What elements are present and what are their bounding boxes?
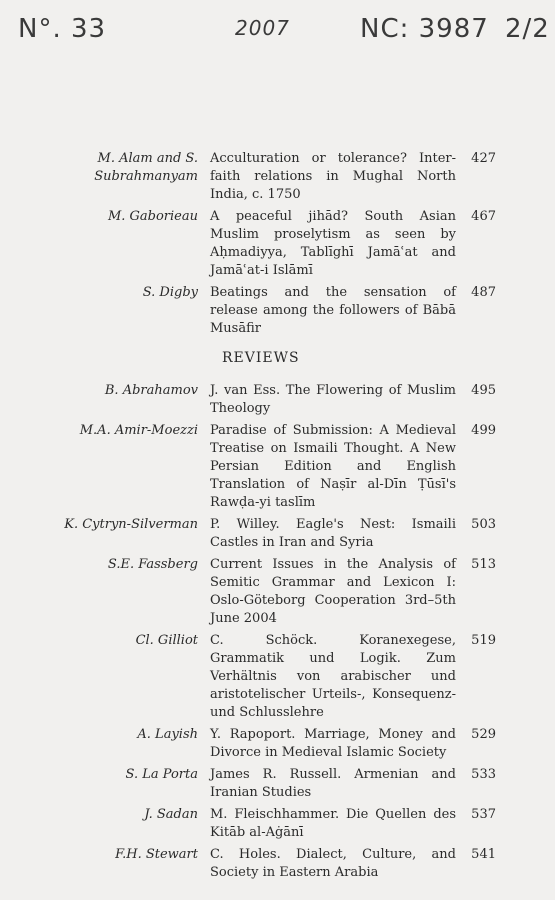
entry-author: Cl. Gilliot (135, 633, 198, 648)
entry-page-number: 499 (471, 423, 496, 438)
article-entry (0, 208, 555, 280)
entry-author: S. La Porta (125, 767, 198, 782)
handwritten-fraction: 2/2 (505, 14, 550, 44)
entry-page-number: 519 (471, 633, 496, 648)
entry-page-number: 487 (471, 285, 496, 300)
entry-title: C. Schöck. Koranexegese, Grammatik und Logik. Zum Verhältnis von arabischer und aristotelischer Urteils-, Konsequenz- und Schlusslehre (210, 633, 456, 720)
entry-title: Beatings and the sensation of release among the followers of Bābā Musāfir (210, 285, 456, 336)
entry-page-number: 529 (471, 727, 496, 742)
entry-page-number: 541 (471, 847, 496, 862)
article-entry (0, 284, 555, 338)
entry-title: Acculturation or tolerance? Inter-faith relations in Mughal North India, c. 1750 (210, 151, 456, 202)
entry-author: A. Layish (137, 727, 198, 742)
handwritten-catalog-number: NC: 3987 (360, 14, 489, 44)
review-entry (0, 726, 555, 762)
entry-page-number: 467 (471, 209, 496, 224)
entry-author: M. Gaborieau (107, 209, 198, 224)
review-entry (0, 556, 555, 628)
review-entry (0, 806, 555, 842)
entry-title: J. van Ess. The Flowering of Muslim Theology (210, 383, 456, 416)
articles-list (0, 150, 555, 338)
reviews-heading: REVIEWS (222, 350, 300, 366)
entry-page-number: 495 (471, 383, 496, 398)
entry-author: F.H. Stewart (115, 847, 198, 862)
review-entry (0, 516, 555, 552)
review-entry (0, 422, 555, 512)
entry-title: C. Holes. Dialect, Culture, and Society in Eastern Arabia (210, 847, 456, 880)
entry-author: J. Sadan (144, 807, 198, 822)
entry-author: S. Digby (142, 285, 198, 300)
review-entry (0, 632, 555, 722)
reviews-list (0, 382, 555, 882)
entry-title: Current Issues in the Analysis of Semitic Grammar and Lexicon I: Oslo-Göteborg Cooperation 3rd–5th June 2004 (210, 557, 456, 626)
review-entry (0, 846, 555, 882)
entry-title: James R. Russell. Armenian and Iranian Studies (210, 767, 456, 800)
review-entry (0, 382, 555, 418)
entry-page-number: 513 (471, 557, 496, 572)
entry-author: B. Abrahamov (104, 383, 198, 398)
handwritten-issue-number: N°. 33 (18, 14, 107, 44)
review-entry (0, 766, 555, 802)
entry-title: Paradise of Submission: A Medieval Treatise on Ismaili Thought. A New Persian Edition and English Translation of Naṣīr al-Dīn Ṭūsī's Rawḍa-yi taslīm (210, 423, 456, 510)
table-of-contents (0, 150, 555, 886)
entry-author: K. Cytryn-Silverman (64, 517, 198, 532)
entry-title: M. Fleischhammer. Die Quellen des Kitāb al-Aġānī (210, 807, 456, 840)
handwritten-year: 2007 (235, 16, 290, 40)
entry-author: S.E. Fassberg (107, 557, 198, 572)
entry-author: M.A. Amir-Moezzi (79, 423, 198, 438)
entry-page-number: 503 (471, 517, 496, 532)
entry-title: A peaceful jihād? South Asian Muslim proselytism as seen by Aḥmadiyya, Tablīghī Jamāʿat and Jamāʿat-i Islāmī (210, 209, 456, 278)
entry-title: P. Willey. Eagle's Nest: Ismaili Castles in Iran and Syria (210, 517, 456, 550)
entry-author: M. Alam and S. Subrahmanyam (94, 151, 198, 184)
entry-page-number: 533 (471, 767, 496, 782)
entry-page-number: 537 (471, 807, 496, 822)
entry-title: Y. Rapoport. Marriage, Money and Divorce in Medieval Islamic Society (210, 727, 456, 760)
article-entry (0, 150, 555, 204)
entry-page-number: 427 (471, 151, 496, 166)
